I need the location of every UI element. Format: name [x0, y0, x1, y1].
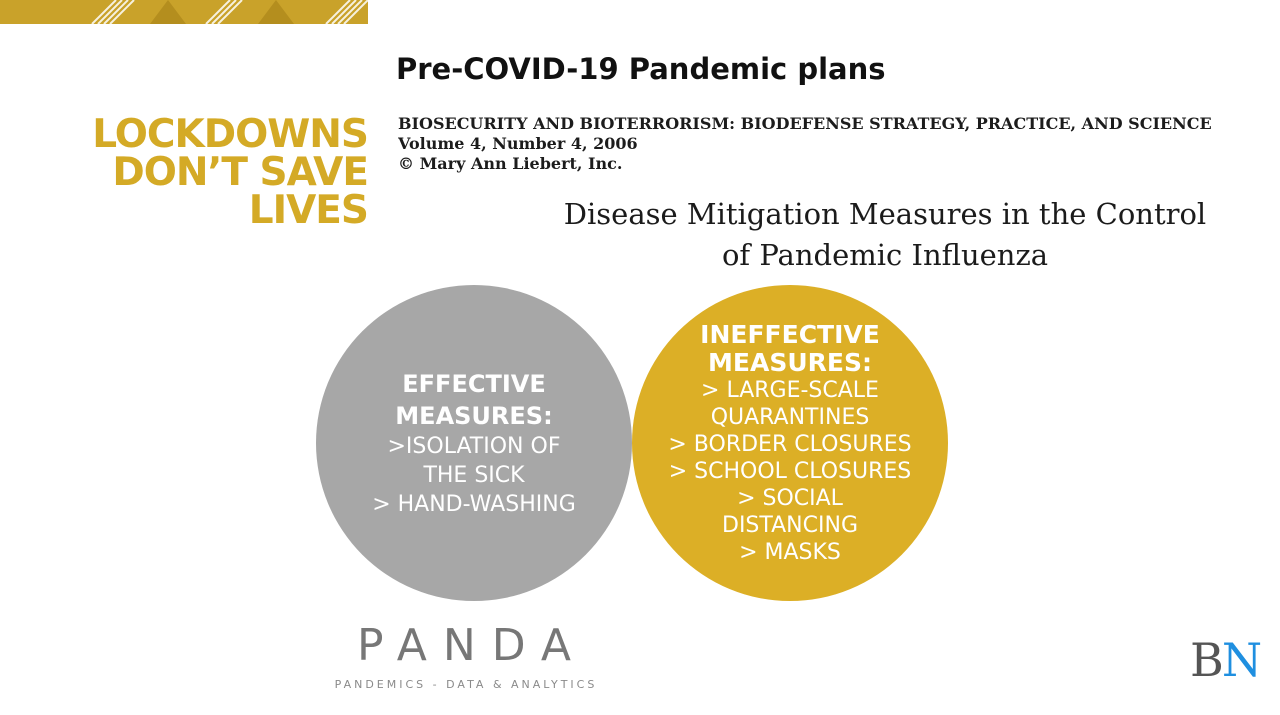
ineffective-item-5: > SOCIAL: [737, 485, 843, 511]
ineffective-heading-2: MEASURES:: [708, 347, 872, 377]
effective-heading-1: EFFECTIVE: [402, 369, 546, 398]
journal-volume: Volume 4, Number 4, 2006: [398, 134, 638, 153]
journal-name: BIOSECURITY AND BIOTERRORISM: BIODEFENSE STRATEGY, PRACTICE, AND SCIENCE: [398, 114, 1212, 133]
bn-logo: [1190, 633, 1261, 687]
effective-item-2: THE SICK: [423, 462, 525, 488]
article-title-line-1: Disease Mitigation Measures in the Control: [563, 197, 1207, 231]
ineffective-item-3: > BORDER CLOSURES: [668, 431, 912, 457]
top-stripe-banner: [0, 0, 368, 24]
ineffective-item-6: DISTANCING: [722, 512, 858, 538]
journal-citation: [398, 114, 1280, 174]
ineffective-item-4: > SCHOOL CLOSURES: [668, 458, 912, 484]
stripe-pattern: [0, 0, 368, 24]
effective-item-1: >ISOLATION OF: [387, 433, 561, 459]
ineffective-item-1: > LARGE-SCALE: [701, 377, 879, 403]
effective-item-3: > HAND-WASHING: [372, 491, 576, 517]
journal-publisher: © Mary Ann Liebert, Inc.: [398, 154, 623, 173]
ineffective-measures-circle: [632, 285, 948, 601]
bn-logo-n: N: [1221, 633, 1261, 687]
ineffective-item-7: > MASKS: [739, 539, 841, 565]
logo-line-3: LIVES: [248, 188, 368, 233]
panda-wordmark: PANDA: [357, 620, 587, 671]
logo-line-2: DON’T SAVE: [112, 150, 368, 195]
effective-heading-2: MEASURES:: [395, 401, 553, 430]
ineffective-heading-1: INEFFECTIVE: [700, 319, 880, 349]
lockdowns-logo: [44, 112, 368, 233]
effective-measures-circle: [316, 285, 632, 601]
ineffective-item-2: QUARANTINES: [710, 404, 870, 430]
panda-logo: [296, 622, 636, 691]
article-title-line-2: of Pandemic Influenza: [721, 238, 1049, 272]
article-title: [540, 194, 1230, 276]
slide-title: Pre-COVID-19 Pandemic plans: [396, 52, 886, 86]
panda-tagline: PANDEMICS - DATA & ANALYTICS: [334, 678, 598, 691]
bn-logo-b: B: [1190, 633, 1222, 687]
logo-line-1: LOCKDOWNS: [92, 112, 368, 157]
